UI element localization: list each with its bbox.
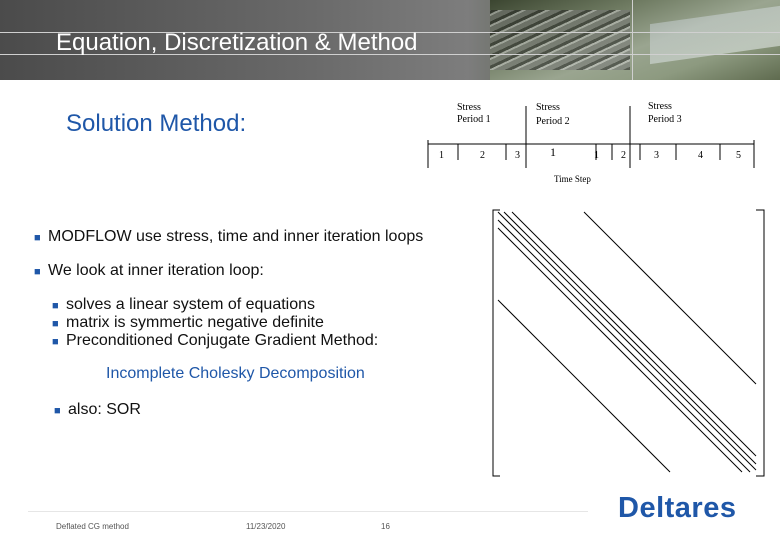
sub-bullet-text: solves a linear system of equations	[66, 296, 316, 313]
step-label: 3	[515, 150, 520, 161]
step-label: 1	[594, 150, 599, 161]
highlight-text: Incomplete Cholesky Decomposition	[106, 365, 365, 382]
footer-date: 11/23/2020	[246, 522, 286, 531]
sub-bullet-item	[52, 296, 315, 314]
step-label: 1	[550, 145, 556, 159]
bullet-text: We look at inner iteration loop:	[48, 262, 264, 279]
period1-label-line2: Period 1	[457, 114, 491, 125]
bullet-marker-icon: ■	[34, 266, 41, 278]
time-step-axis-label: Time Step	[554, 174, 591, 184]
period3-label-line2: Period 3	[648, 114, 682, 125]
period2-label-line1: Stress	[536, 102, 560, 113]
footer-divider	[28, 511, 588, 512]
period3-label-line1: Stress	[648, 101, 672, 112]
footer-title: Deflated CG method	[56, 522, 129, 531]
step-label: 3	[654, 150, 659, 161]
header-rule-vertical	[632, 0, 633, 80]
sub-bullet-item	[52, 314, 324, 332]
bullet-marker-icon: ■	[52, 336, 59, 348]
sub-bullet-text: matrix is symmertic negative definite	[66, 314, 324, 331]
period1-label-line1: Stress	[457, 102, 481, 113]
footer-page-number: 16	[381, 522, 390, 531]
bullet-text: MODFLOW use stress, time and inner iteration loops	[48, 228, 424, 245]
bullet-marker-icon: ■	[34, 232, 41, 244]
step-label: 1	[439, 150, 444, 161]
sub-bullet-item	[52, 332, 378, 350]
step-label: 4	[698, 150, 703, 161]
step-label: 5	[736, 150, 741, 161]
bullet-marker-icon: ■	[52, 318, 59, 330]
stress-period-diagram	[420, 96, 760, 188]
bullet-item	[34, 228, 423, 246]
bridge-photo-detail	[490, 10, 630, 70]
bullet-item	[34, 262, 264, 280]
bullet-marker-icon: ■	[54, 405, 61, 417]
step-label: 2	[480, 150, 485, 161]
slide-subtitle: Solution Method:	[66, 110, 247, 137]
bullet-marker-icon: ■	[52, 300, 59, 312]
step-label: 2	[621, 150, 626, 161]
bullet-item	[54, 401, 141, 419]
period2-label-line2: Period 2	[536, 116, 570, 127]
deltares-logo: Deltares	[618, 492, 737, 524]
bullet-text: also: SOR	[68, 401, 141, 418]
slide-title: Equation, Discretization & Method	[56, 29, 418, 56]
sub-bullet-text: Preconditioned Conjugate Gradient Method:	[66, 332, 379, 349]
banded-matrix-diagram	[488, 206, 770, 480]
